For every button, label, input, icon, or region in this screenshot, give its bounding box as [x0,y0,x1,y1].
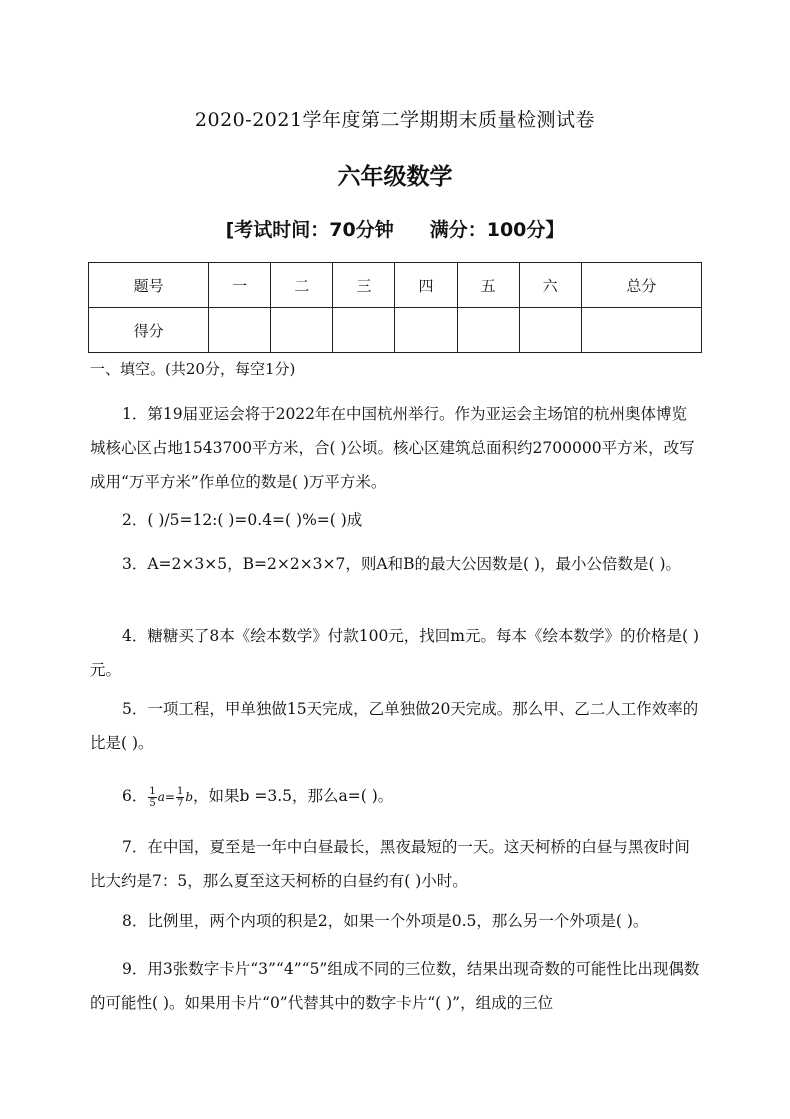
question-2: 2．( )/5=12:( )=0.4=( )%=( )成 [122,511,363,529]
fraction-one-seventh [176,786,184,809]
score-cell [333,308,395,353]
fraction-one-fifth [148,786,156,809]
score-cell [209,308,271,353]
question-1: 1．第19届亚运会将于2022年在中国杭州举行。作为亚运会主场馆的杭州奥体博览城核心区占地1543700平方米，合( )公顷。核心区建筑总面积约2700000平方米，改写成用“万平方米”作单位的数是( )万平方米。 [90,405,695,491]
score-header-cell: 总分 [581,263,701,308]
score-row-label: 得分 [89,308,209,353]
score-cell [271,308,333,353]
question-9: 9．用3张数字卡片“3”“4”“5”组成不同的三位数，结果出现奇数的可能性比出现偶数的可能性( )。如果用卡片“0”代替其中的数字卡片“( )”，组成的三位 [90,960,700,1012]
exam-title: 2020-2021学年度第二学期期末质量检测试卷 [194,109,596,131]
score-header-cell: 五 [457,263,519,308]
score-header-cell: 六 [519,263,581,308]
question-7: 7．在中国，夏至是一年中白昼最长，黑夜最短的一天。这天柯桥的白昼与黑夜时间比大约是7：5，那么夏至这天柯桥的白昼约有( )小时。 [90,838,690,890]
full-score: 满分：100分】 [429,219,565,241]
score-header-cell: 四 [395,263,457,308]
exam-subtitle: 六年级数学 [337,164,453,190]
score-header-cell: 题号 [89,263,209,308]
fraction-denominator: 5 [149,797,156,809]
question-8: 8．比例里，两个内项的积是2，如果一个外项是0.5，那么另一个外项是( )。 [122,912,649,930]
score-cell [581,308,701,353]
question-6-text: ，如果b =3.5，那么a=( )。 [193,787,394,805]
fraction-numerator: 1 [176,785,184,797]
score-table-score-row [89,308,702,353]
question-3: 3．A=2×3×5，B=2×2×3×7，则A和B的最大公因数是( )，最小公倍数是( )。 [122,555,682,573]
section-1-title: 一、填空。(共20分，每空1分) [90,360,296,378]
score-header-cell: 一 [209,263,271,308]
equals-sign: = [164,790,175,804]
variable-b: b [185,790,194,804]
question-5: 5．一项工程，甲单独做15天完成，乙单独做20天完成。那么甲、乙二人工作效率的比是( )。 [90,700,699,752]
score-header-cell: 三 [333,263,395,308]
variable-a: a [157,790,165,804]
question-6-number: 6． [122,787,148,805]
question-4: 4．糖糖买了8本《绘本数学》付款100元，找回m元。每本《绘本数学》的价格是( )元。 [90,627,700,679]
exam-time-info [0,215,790,242]
exam-time: [考试时间：70分钟 [225,219,394,241]
score-header-cell: 二 [271,263,333,308]
score-cell [457,308,519,353]
question-6 [90,779,700,814]
fraction-denominator: 7 [176,797,184,809]
score-cell [519,308,581,353]
fraction-numerator: 1 [149,785,156,797]
score-cell [395,308,457,353]
score-table-header-row [89,263,702,308]
score-table [88,262,702,353]
